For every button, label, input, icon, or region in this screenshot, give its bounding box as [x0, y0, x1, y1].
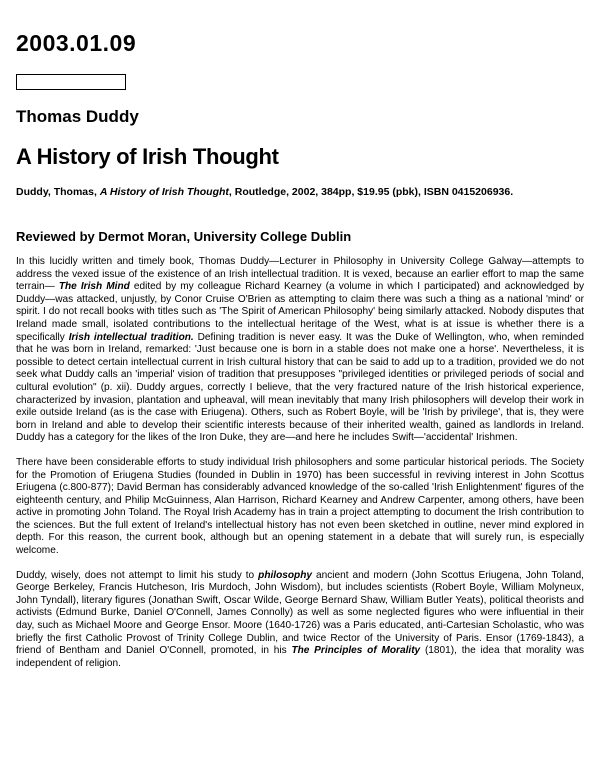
irish-intellectual-tradition-emphasis: Irish intellectual tradition. — [68, 331, 194, 343]
bibliographic-info — [16, 186, 584, 199]
paragraph-1-text-c: edited by my colleague Richard Kearney (a volume in which I participated) and acknowledged by Duddy—was attacked, unjustly, by Conor Cruise O'Brien as attempting to claim there was such a thing as a national 'mind' or spirit. I do not recall books with titles such as 'The Spirit of American Philosophy' being similarly attacked. Nobody disputes that Ireland made small, isolated contributions to the intellectual heritage of the West, what is at issue is whether there is a specifically — [16, 281, 584, 343]
paragraph-3-text-c: ancient and modern (John Scottus Eriugena, John Toland, George Berkeley, Francis Hutcheson, Iris Murdoch, John Wisdom), but includes scientists (Robert Boyle, William Molyneux, John Tyndall), literary figures (Jonathan Swift, Oscar Wilde, George Bernard Shaw, William Butler Yeats), political theorists and activists (Edmund Burke, Daniel O'Connell, James Connolly) as well as some neglected figures who were influential in their day, such as Michael Moore and George Ensor. Moore (1640-1726) was a Paris educated, anti-Cartesian Scholastic, who was briefly the first Catholic Provost of Trinity College Dublin, and twice Rector of the University of Paris. Ensor (1769-1843), a friend of Bentham and Daniel O'Connell, promoted, in his — [16, 569, 584, 657]
biblio-post: , Routledge, 2002, 384pp, $19.95 (pbk), ISBN 0415206936. — [228, 186, 514, 198]
empty-rating-box — [16, 74, 126, 90]
paragraph-1 — [16, 256, 584, 445]
paragraph-1-text-e: Defining tradition is never easy. It was the Duke of Wellington, who, when reminded that he was born in Ireland, remarked: 'Just because one is born in a stable does not make one a horse'. Nevertheless, it is possible to detect certain intellectual current in Irish cultural history that can be said to add up to a tradition, provided we do not seek what Duddy calls an 'imperial' vision of tradition that presupposes "privileged identities or privileged periods of social and cultural evolution" (p. xii). Duddy argues, correctly I believe, that the very fractured nature of the Irish historical experience, characterized by invasion, plantation and upheaval, will mean inevitably that many Irish philosophers will develop their work in exile outside Ireland (as is the case with Eriugena). Others, such as Robert Boyle, will be 'Irish by privilege', that is, they were born in Ireland and able to develop their scientific interests because of their inherited wealth, gained as landlords in Ireland. Duddy has a category for the likes of the Iron Duke, they are—and here he includes Swift—'accidental' Irishmen. — [16, 331, 584, 444]
biblio-pre: Duddy, Thomas, — [16, 186, 100, 198]
book-title: A History of Irish Thought — [16, 144, 279, 169]
book-author: Thomas Duddy — [16, 107, 139, 126]
paragraph-3 — [16, 570, 584, 671]
reviewer-line: Reviewed by Dermot Moran, University College Dublin — [16, 229, 352, 244]
review-date: 2003.01.09 — [16, 30, 137, 56]
irish-mind-title: The Irish Mind — [58, 281, 130, 293]
biblio-book-title: A History of Irish Thought — [99, 186, 229, 198]
philosophy-emphasis: philosophy — [258, 569, 312, 581]
paragraph-2: There have been considerable efforts to study individual Irish philosophers and some particular historical periods. The Society for the Promotion of Eriugena Studies (founded in Dublin in 1970) has been successful in reviving interest in John Scottus Eriugena (c.800-877); David Berman has considerably advanced knowledge of the so-called 'Irish Enlightenment' figures of the eighteenth century, and Philip McGuinness, Alan Harrison, Richard Kearney and Andrew Carpenter, among others, have been active in promoting John Toland. The Royal Irish Academy has in train a project attempting to document the Irish contribution to the sciences. But the full extent of Ireland's intellectual history has not even been sketched in outline, never mind explored in depth. For this reason, the current book, although but an opening statement in a debate that will surely run, is especially welcome. — [16, 456, 584, 557]
paragraph-3-text-e: (1801), the idea that morality was independent of religion. — [16, 645, 584, 669]
review-body — [16, 256, 584, 682]
paragraph-3-text-a: Duddy, wisely, does not attempt to limit his study to — [16, 569, 259, 581]
paragraph-1-text-a: In this lucidly written and timely book, Thomas Duddy—Lecturer in Philosophy in University College Galway—attempts to address the vexed issue of the existence of an Irish intellectual tradition. It is vexed, because an earlier effort to map the same terrain— — [16, 256, 584, 293]
principles-of-morality-title: The Principles of Morality — [291, 645, 421, 657]
